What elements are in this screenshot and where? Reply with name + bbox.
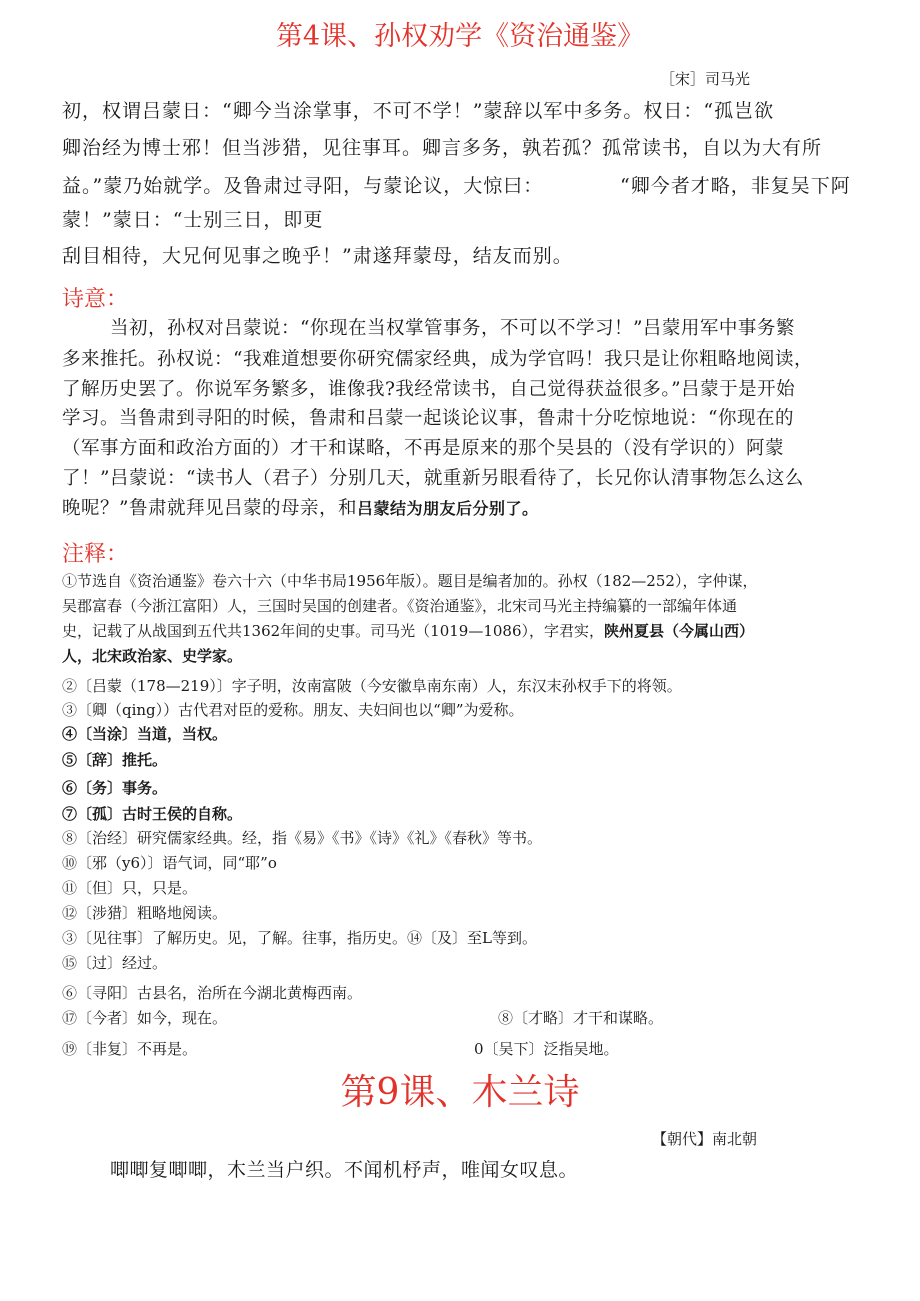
translation-line: 了解历史罢了。你说军务繁多，谁像我?我经常读书，自己觉得获益很多。”吕蒙于是开始	[62, 379, 796, 400]
note-line	[62, 620, 754, 641]
translation-text-bold: 吕蒙结为朋友后分别了。	[356, 499, 539, 518]
note-line: ⑥〔寻阳〕古县名，治所在今湖北黄梅西南。	[62, 984, 363, 1002]
note-line: ⑲〔非复〕不再是。	[62, 1040, 198, 1058]
note-line: ③〔卿（qing））古代君对臣的爱称。朋友、夫妇间也以“卿”为爱称。	[62, 701, 524, 719]
translation-line	[62, 494, 538, 520]
section-heading-meaning: 诗意：	[62, 287, 129, 312]
note-line: ⑧〔治经〕研究儒家经典。经，指《易》《书》《诗》《礼》《春秋》等书。	[62, 829, 543, 847]
translation-line: 学习。当鲁肃到寻阳的时候，鲁肃和吕蒙一起谈论议事，鲁肃十分吃惊地说：“你现在的	[62, 408, 794, 429]
lesson-9-title: 第9课、木兰诗	[340, 1072, 580, 1113]
translation-line: 当初，孙权对吕蒙说：“你现在当权掌管事务，不可以不学习！”吕蒙用军中事务繁	[110, 318, 795, 339]
original-text-line: 蒙！”蒙日：“士别三日，即更	[62, 209, 324, 231]
note-line: 人，北宋政治家、史学家。	[62, 647, 243, 665]
lesson-4-title: 第4课、孙权劝学《资治通鉴》	[275, 21, 645, 52]
note-line: ⑦〔孤〕古时王侯的自称。	[62, 805, 243, 823]
poem-line: 唧唧复唧唧，木兰当户织。不闻机杼声，唯闻女叹息。	[110, 1159, 579, 1181]
note-line: ⑧〔才略〕才干和谋略。	[498, 1009, 664, 1027]
note-line: ②〔吕蒙（178—219）〕字子明，汝南富陂（今安徽阜南东南）人，东汉末孙权手下的将领。	[62, 677, 682, 695]
note-line: ⑪〔但〕只，只是。	[62, 879, 198, 897]
note-line: ⑰〔今者〕如今，现在。	[62, 1009, 228, 1027]
original-text-line: “卿今者才略，非复吴下阿	[620, 175, 851, 197]
note-line: ⑫〔涉猎〕粗略地阅读。	[62, 904, 228, 922]
note-line: ④〔当涂〕当道，当权。	[62, 725, 228, 743]
original-text-line: 初，权谓吕蒙日：“卿今当涂掌事，不可不学！”蒙辞以军中多务。权日：“孤岂欲	[62, 100, 775, 122]
note-text-bold: 陕州夏县（今属山西）	[604, 622, 755, 640]
note-line: ⑮〔过〕经过。	[62, 954, 168, 972]
section-heading-notes: 注释：	[62, 542, 129, 567]
note-line: ⑥〔务〕事务。	[62, 779, 168, 797]
note-line: 吴郡富春（今浙江富阳）人，三国时吴国的创建者。《资治通鉴》，北宋司马光主持编纂的一部编年体通	[62, 597, 738, 615]
translation-text: 晚呢？”鲁肃就拜见吕蒙的母亲，和	[62, 498, 357, 519]
note-line: ③〔见往事〕了解历史。见，了解。往事，指历史。⑭〔及〕至L等到。	[62, 929, 537, 947]
original-text-line: 刮目相待，大兄何见事之晚乎！”肃遂拜蒙母，结友而别。	[62, 245, 573, 267]
lesson-9-author: 【朝代】南北朝	[652, 1130, 758, 1148]
note-text: 史，记载了从战国到五代共1362年间的史事。司马光（1019—1086），字君实，	[62, 622, 605, 640]
original-text-line: 益。”蒙乃始就学。及鲁肃过寻阳，与蒙论议，大惊曰：	[62, 175, 544, 197]
note-line: ①节选自《资治通鉴》卷六十六（中华书局1956年版）。题目是编者加的。孙权（182—252），字仲谋，	[62, 572, 758, 590]
lesson-4-author: ［宋］司马光	[660, 70, 751, 88]
note-line: ⑩〔邪（y6）〕语气词，同“耶”o	[62, 854, 277, 872]
original-text-line: 卿治经为博士邪！但当涉猎，见往事耳。卿言多务，孰若孤？孤常读书，自以为大有所	[62, 137, 823, 159]
translation-line: （军事方面和政治方面的）才干和谋略，不再是原来的那个吴县的（没有学识的）阿蒙	[62, 438, 785, 459]
translation-line: 多来推托。孙权说：“我难道想要你研究儒家经典，成为学官吗！我只是让你粗略地阅读，	[62, 349, 813, 370]
translation-line: 了！”吕蒙说：“读书人（君子）分别几天，就重新另眼看待了，长兄你认清事物怎么这么	[62, 468, 804, 489]
note-line: 0〔吴下〕泛指吴地。	[474, 1040, 619, 1058]
note-line: ⑤〔辞〕推托。	[62, 751, 168, 769]
